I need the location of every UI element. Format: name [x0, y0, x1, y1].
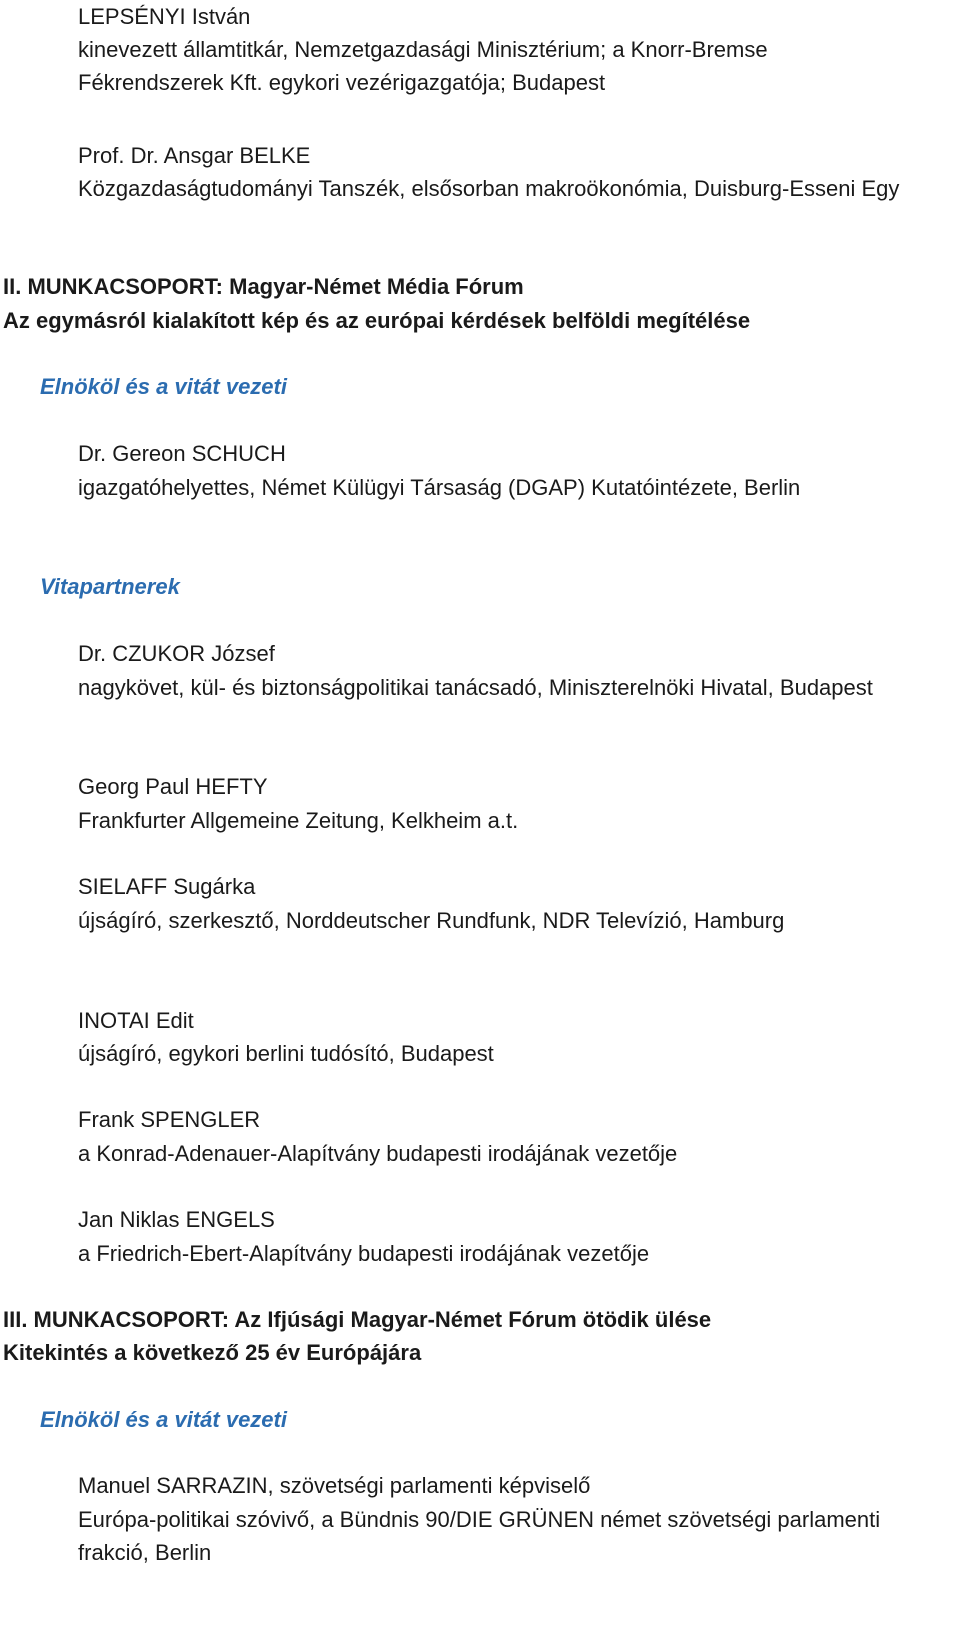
- chair-description: frakció, Berlin: [78, 1540, 212, 1565]
- section-subtitle: Kitekintés a következő 25 év Európájára: [3, 1340, 422, 1365]
- partner-name: SIELAFF Sugárka: [78, 874, 256, 899]
- chair-description: igazgatóhelyettes, Német Külügyi Társaság (DGAP) Kutatóintézete, Berlin: [78, 475, 801, 500]
- person-description: Fékrendszerek Kft. egykori vezérigazgatója; Budapest: [78, 70, 606, 95]
- partner-name: Georg Paul HEFTY: [78, 774, 268, 799]
- partner-name: INOTAI Edit: [78, 1008, 194, 1033]
- section-title: II. MUNKACSOPORT: Magyar-Német Média Fórum: [3, 274, 524, 299]
- partner-description: újságíró, szerkesztő, Norddeutscher Rundfunk, NDR Televízió, Hamburg: [78, 908, 785, 933]
- section-title: III. MUNKACSOPORT: Az Ifjúsági Magyar-Német Fórum ötödik ülése: [3, 1307, 712, 1332]
- partner-description: újságíró, egykori berlini tudósító, Budapest: [78, 1041, 494, 1066]
- chair-description: Európa-politikai szóvivő, a Bündnis 90/DIE GRÜNEN német szövetségi parlamenti: [78, 1507, 881, 1532]
- person-name: Prof. Dr. Ansgar BELKE: [78, 143, 311, 168]
- person-description: Közgazdaságtudományi Tanszék, elsősorban makroökonómia, Duisburg-Esseni Egy: [78, 176, 900, 201]
- partner-description: Frankfurter Allgemeine Zeitung, Kelkheim a.t.: [78, 808, 519, 833]
- chair-label: Elnököl és a vitát vezeti: [40, 1407, 287, 1432]
- partner-description: a Konrad-Adenauer-Alapítvány budapesti irodájának vezetője: [78, 1141, 678, 1166]
- partner-description: nagykövet, kül- és biztonságpolitikai tanácsadó, Miniszterelnöki Hivatal, Budapest: [78, 675, 873, 700]
- chair-name: Manuel SARRAZIN, szövetségi parlamenti képviselő: [78, 1473, 591, 1498]
- person-name: LEPSÉNYI István: [78, 4, 251, 29]
- partner-name: Frank SPENGLER: [78, 1107, 261, 1132]
- partner-name: Jan Niklas ENGELS: [78, 1207, 275, 1232]
- chair-name: Dr. Gereon SCHUCH: [78, 441, 286, 466]
- person-description: kinevezett államtitkár, Nemzetgazdasági Minisztérium; a Knorr-Bremse: [78, 37, 768, 62]
- section-subtitle: Az egymásról kialakított kép és az európai kérdések belföldi megítélése: [3, 308, 751, 333]
- chair-label: Elnököl és a vitát vezeti: [40, 374, 287, 399]
- partner-name: Dr. CZUKOR József: [78, 641, 275, 666]
- partner-description: a Friedrich-Ebert-Alapítvány budapesti irodájának vezetője: [78, 1241, 650, 1266]
- partners-label: Vitapartnerek: [40, 574, 180, 599]
